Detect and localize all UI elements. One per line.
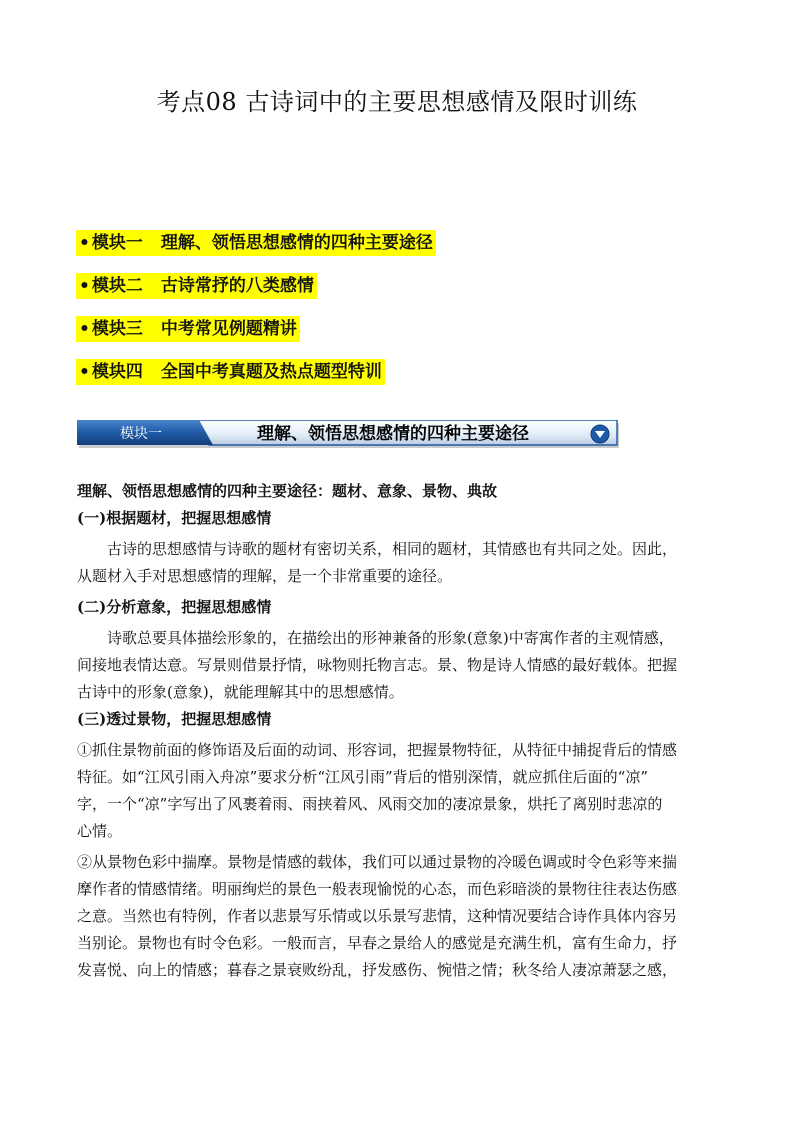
- bullet: •: [79, 362, 90, 382]
- module-item-3: [76, 316, 300, 342]
- module-number: 模块二: [91, 276, 143, 296]
- paragraph-line: 古诗的思想感情与诗歌的题材有密切关系，相同的题材，其情感也有共同之处。因此，: [107, 540, 678, 558]
- module-label: 全国中考真题及热点题型特训: [160, 362, 382, 382]
- paragraph-line: 摩作者的情感情绪。明丽绚烂的景色一般表现愉悦的心态，而色彩暗淡的景物往往表达伤感: [77, 880, 678, 898]
- section-heading: (二)分析意象，把握思想感情: [77, 598, 272, 616]
- paragraph-line: ①抓住景物前面的修饰语及后面的动词、形容词，把握景物特征，从特征中捕捉背后的情感: [77, 741, 678, 759]
- intro-line: 理解、领悟思想感情的四种主要途径：题材、意象、景物、典故: [77, 482, 498, 500]
- paragraph-line: 心情。: [77, 822, 123, 840]
- paragraph-line: 特征。如“江风引雨入舟凉”要求分析“江风引雨”背后的惜别深情，就应抓住后面的“凉”: [77, 768, 649, 786]
- banner-title: 理解、领悟思想感情的四种主要途径: [257, 424, 529, 444]
- bullet: •: [79, 276, 90, 296]
- paragraph-line: 间接地表情达意。写景则借景抒情，咏物则托物言志。景、物是诗人情感的最好载体。把握: [77, 656, 678, 674]
- section-banner: [77, 420, 619, 448]
- paragraph-line: 发喜悦、向上的情感；暮春之景衰败纷乱，抒发感伤、惋惜之情；秋冬给人凄凉萧瑟之感，: [77, 961, 678, 979]
- paragraph-line: 当别论。景物也有时令色彩。一般而言，早春之景给人的感觉是充满生机，富有生命力，抒: [77, 934, 678, 952]
- chevron-down-circle-icon[interactable]: [590, 424, 610, 444]
- module-label: 古诗常抒的八类感情: [160, 276, 314, 296]
- paragraph-line: 之意。当然也有特例，作者以悲景写乐情或以乐景写悲情，这种情况要结合诗作具体内容另: [77, 907, 678, 925]
- section-heading: (一)根据题材，把握思想感情: [77, 509, 272, 527]
- section-heading: (三)透过景物，把握思想感情: [77, 710, 272, 728]
- paragraph-line: 诗歌总要具体描绘形象的，在描绘出的形神兼备的形象(意象)中寄寓作者的主观情感，: [107, 629, 674, 647]
- bullet: •: [79, 233, 90, 253]
- bullet: •: [79, 319, 90, 339]
- paragraph-line: 古诗中的形象(意象)，就能理解其中的思想感情。: [77, 683, 404, 701]
- paragraph-line: 字，一个“凉”字写出了风裹着雨、雨挟着风、风雨交加的凄凉景象，烘托了离别时悲凉的: [77, 795, 663, 813]
- module-number: 模块一: [91, 233, 143, 253]
- banner-tag: 模块一: [120, 426, 162, 442]
- page-title: 考点08 古诗词中的主要思想感情及限时训练: [156, 88, 638, 116]
- module-label: 理解、领悟思想感情的四种主要途径: [160, 233, 433, 253]
- paragraph-line: ②从景物色彩中揣摩。景物是情感的载体，我们可以通过景物的冷暖色调或时令色彩等来揣: [77, 853, 678, 871]
- module-label: 中考常见例题精讲: [160, 319, 297, 339]
- document-body: [77, 478, 722, 984]
- module-item-1: [76, 230, 436, 256]
- module-item-4: [76, 359, 385, 385]
- module-number: 模块三: [91, 319, 143, 339]
- paragraph-line: 从题材入手对思想感情的理解，是一个非常重要的途径。: [77, 567, 453, 585]
- module-item-2: [76, 273, 317, 299]
- module-number: 模块四: [91, 362, 143, 382]
